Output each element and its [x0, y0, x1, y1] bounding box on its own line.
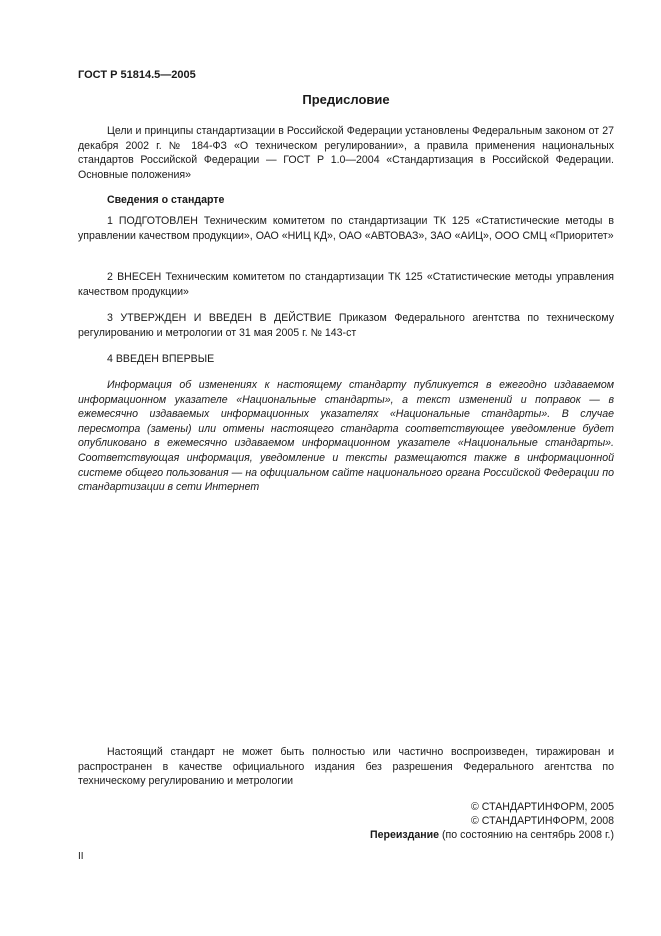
copyright-line-2: © СТАНДАРТИНФОРМ, 2008 — [471, 815, 614, 827]
document-code: ГОСТ Р 51814.5—2005 — [78, 69, 196, 81]
intro-paragraph — [78, 124, 614, 182]
reissue-line — [370, 828, 614, 843]
page-title: Предисловие — [302, 92, 390, 107]
info-item-1 — [78, 214, 614, 243]
copyright-line-1: © СТАНДАРТИНФОРМ, 2005 — [471, 801, 614, 813]
notice-text: Информация об изменениях к настоящему стандарту публикуется в ежегодно издаваемом информационном указателе «Национальные стандарты», а текст изменений и поправок — в ежемесячно издаваемых информационных указателях «Национальные стандарты». В случае пересмотра (замены) или отмены настоящего стандарта соответствующее уведомление будет опубликовано в ежемесячно издаваемом информационном указателе «Национальные стандарты». Соответствующая информация, уведомление и тексты размещаются также в информационной системе общего пользования — на официальном сайте национального органа Российской Федерации по стандартизации в сети Интернет — [78, 379, 614, 494]
info-item-4 — [78, 352, 614, 367]
info-item-text: 1 ПОДГОТОВЛЕН Техническим комитетом по стандартизации ТК 125 «Статистические методы в управлении качеством продукции», ОАО «НИЦ КД», ОАО «АВТОВАЗ», ЗАО «АИЦ», ООО СМЦ «Приоритет» — [78, 215, 614, 242]
info-item-text: 3 УТВЕРЖДЕН И ВВЕДЕН В ДЕЙСТВИЕ Приказом Федерального агентства по техническому регулированию и метрологии от 31 мая 2005 г. № 143-ст — [78, 312, 614, 339]
info-item-2 — [78, 270, 614, 299]
intro-text: Цели и принципы стандартизации в Российской Федерации установлены Федеральным законом от 27 декабря 2002 г. № 184-ФЗ «О техническом регулировании», а правила применения национальных стандартов Российской Федерации — ГОСТ Р 1.0—2004 «Стандартизация в Российской Федерации. Основные положения» — [78, 125, 614, 181]
info-item-3 — [78, 311, 614, 340]
reissue-text: (по состоянию на сентябрь 2008 г.) — [439, 829, 614, 841]
reissue-label: Переиздание — [369, 829, 440, 841]
info-item-text: 2 ВНЕСЕН Техническим комитетом по стандартизации ТК 125 «Статистические методы управления качеством продукции» — [78, 271, 614, 298]
notice-paragraph — [78, 378, 614, 495]
copyright-notice-paragraph — [78, 745, 614, 789]
info-heading: Сведения о стандарте — [107, 194, 225, 206]
info-item-text: 4 ВВЕДЕН ВПЕРВЫЕ — [107, 353, 215, 365]
copyright-notice-text: Настоящий стандарт не может быть полностью или частично воспроизведен, тиражирован и распространен в качестве официального издания без разрешения Федерального агентства по техническому регулированию и метрологии — [78, 746, 614, 788]
page-number: II — [78, 851, 84, 862]
